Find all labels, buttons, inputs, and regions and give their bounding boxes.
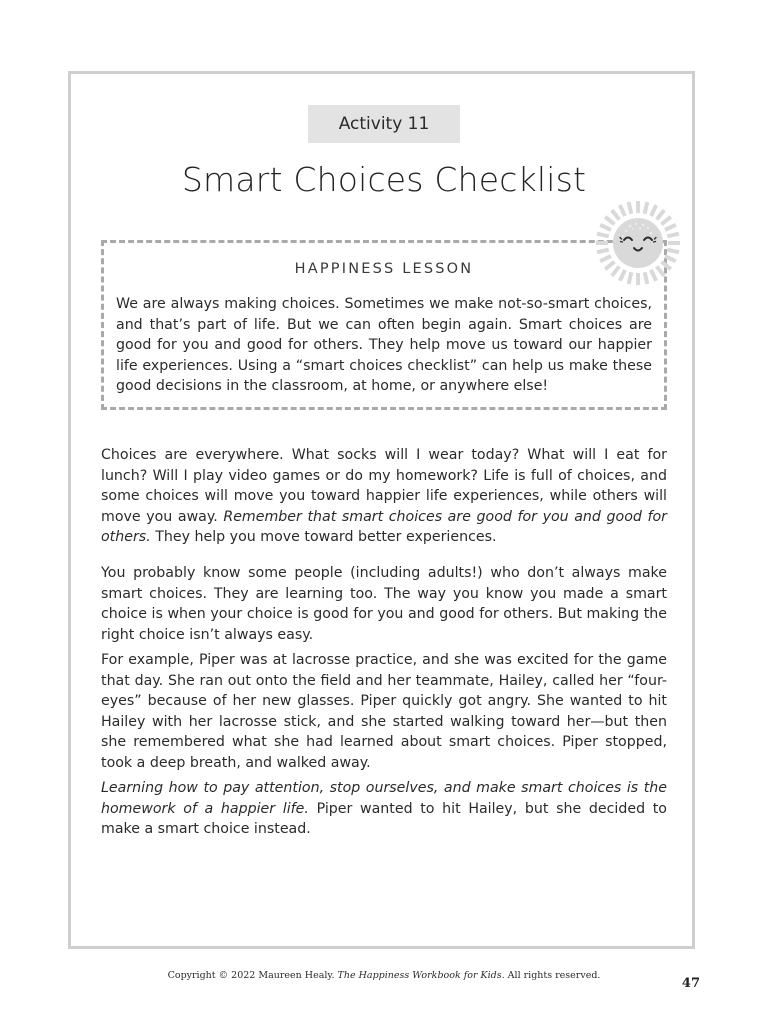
paragraph-3: For example, Piper was at lacrosse practice, and she was excited for the game that day. She ran out onto the field and her teammate, Hailey, called her “four-eyes” because of her new glasses. Piper quickly got angry. She wanted to hit Hailey with her lacrosse stick, and she started walking toward her—but then she remembered what she had learned about smart choices. Piper stopped, took a deep breath, and walked away. xyxy=(101,652,667,771)
smiling-sun-icon xyxy=(593,198,683,288)
sun-ray xyxy=(597,250,609,253)
sun-ray xyxy=(657,266,664,275)
sun-ray xyxy=(629,272,632,284)
sun-ray xyxy=(645,202,648,214)
paragraph-2: You probably know some people (including adults!) who don’t always make smart choices. They are learning too. The way you know you made a smart choice is when your choice is good for you and good for others. But making the right choice isn’t always easy. xyxy=(101,565,667,643)
sun-ray xyxy=(665,256,676,261)
sun-ray xyxy=(645,272,648,284)
sun-ray xyxy=(651,270,656,281)
sun-ray xyxy=(612,266,619,275)
sun-ray xyxy=(620,270,625,281)
page-title: Smart Choices Checklist xyxy=(181,160,587,199)
copyright-footer: Copyright © 2022 Maureen Healy. The Happiness Workbook for Kids. All rights reserved. xyxy=(167,970,601,981)
sun-ray xyxy=(605,262,614,269)
lesson-heading: HAPPINESS LESSON xyxy=(294,261,474,277)
sun-ray xyxy=(667,234,679,237)
activity-label: Activity 11 xyxy=(308,105,460,143)
sun-ray xyxy=(612,210,619,219)
sun-ray xyxy=(661,217,670,224)
sun-ray xyxy=(657,210,664,219)
page-number: 47 xyxy=(681,976,700,991)
sun-ray xyxy=(600,225,611,230)
sun-ray xyxy=(661,262,670,269)
paragraph-4: Learning how to pay attention, stop ourselves, and make smart choices is the homework of a happier life. Piper wanted to hit Hailey, but she decided to make a smart choice instead. xyxy=(101,780,667,837)
paragraph-1: Choices are everywhere. What socks will I wear today? What will I eat for lunch? Will I play video games or do my homework? Life is full of choices, and some choices will move you toward happier life experiences, while others will move you away. Remember that smart choices are good for you and good for others. They help you move toward better experiences. xyxy=(101,447,667,545)
sun-ray xyxy=(597,234,609,237)
lesson-text: We are always making choices. Sometimes we make not-so-smart choices, and that’s part of life. But we can often begin again. Smart choices are good for you and good for others. They help move us toward our happier life experiences. Using a “smart choices checklist” can help us make these good decisions in the classroom, at home, or anywhere else! xyxy=(116,296,652,394)
sun-ray xyxy=(667,250,679,253)
sun-ray xyxy=(605,217,614,224)
sun-ray xyxy=(629,202,632,214)
sun-ray xyxy=(651,205,656,216)
sun-ray xyxy=(665,225,676,230)
sun-ray xyxy=(600,256,611,261)
sun-ray xyxy=(620,205,625,216)
